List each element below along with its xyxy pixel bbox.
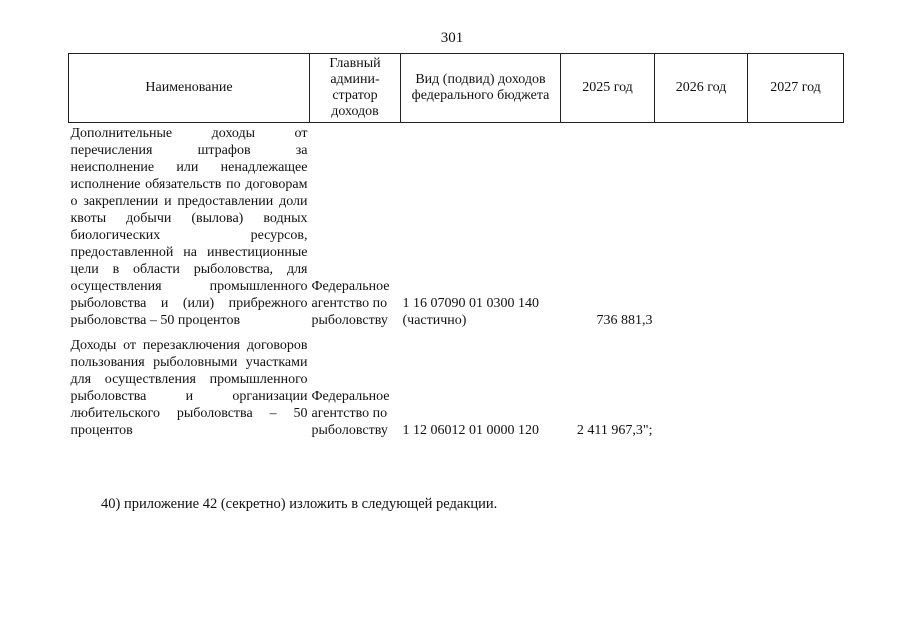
row-amount-2027 [748,123,844,336]
header-2027: 2027 год [748,54,844,123]
row-revenue-code: 1 16 07090 01 0300 140 (частично) [402,296,539,328]
row-administrator: Федеральное агентство по рыболовству [311,389,390,438]
row-administrator: Федеральное агентство по рыболовству [311,279,390,328]
row-amount-2026 [655,123,748,336]
page-number: 301 [440,30,464,46]
header-revenue-code: Вид (подвид) доходов федерального бюджета [401,54,561,123]
header-2025: 2025 год [561,54,655,123]
header-administrator: Главный админи-стратор доходов [310,54,401,123]
header-name: Наименование [69,54,310,123]
row-amount-2025: 736 881,3 [596,313,653,328]
row-name: Доходы от перезаключения договоров пользования рыболовными участками для осуществления промышленного рыболовства и организации любительского рыболовства – 50 процентов [70,338,308,438]
row-amount-2027 [748,335,844,445]
row-amount-2026 [655,335,748,445]
table-row [69,335,844,445]
table-row [69,123,844,336]
row-name: Дополнительные доходы от перечисления штрафов за неисполнение или ненадлежащее исполнение обязательств по договорам о закреплении и предоставлении доли квоты добычи (вылова) водных биологических ресурсов, предоставленной на инвестиционные цели в области рыболовства, для осуществления промышленного рыболовства и (или) прибрежного рыболовства – 50 процентов [70,126,308,328]
row-revenue-code: 1 12 06012 01 0000 120 [402,423,539,438]
footer-instruction: 40) приложение 42 (секретно) изложить в следующей редакции. [101,496,498,512]
row-amount-2025: 2 411 967,3"; [576,423,653,438]
header-2026: 2026 год [655,54,748,123]
table-header-row [69,54,844,123]
revenue-table [68,53,844,445]
